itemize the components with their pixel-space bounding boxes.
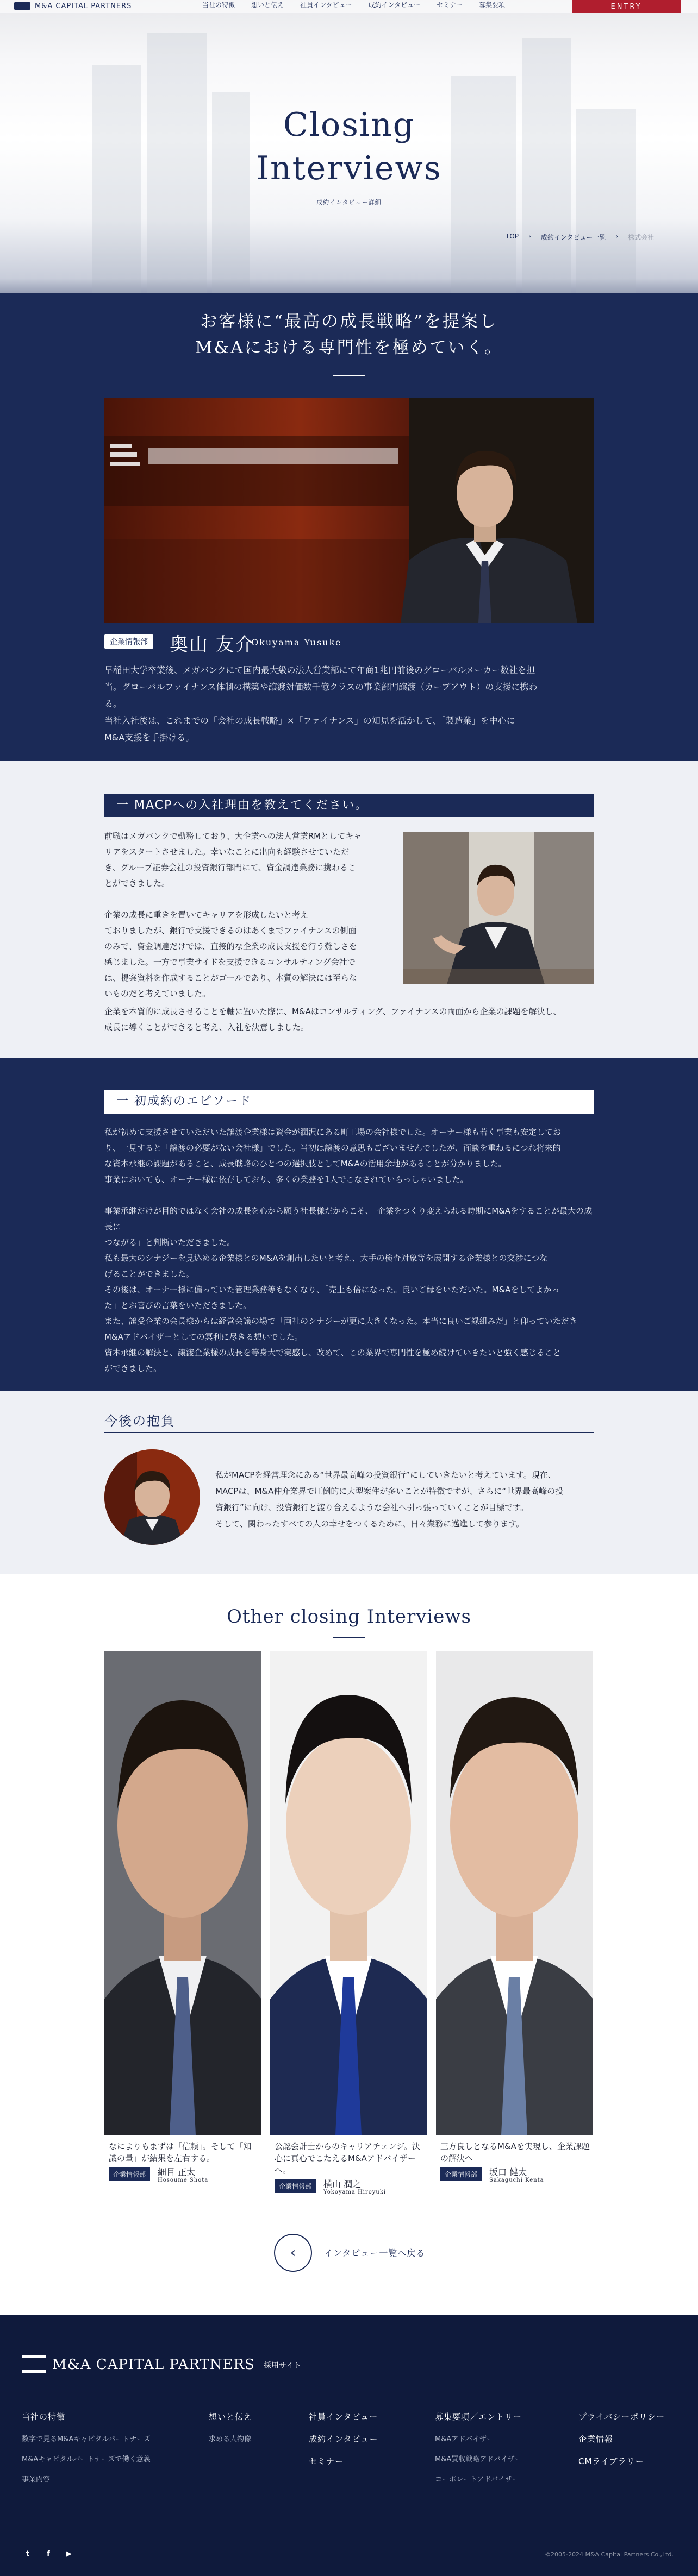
divider xyxy=(333,375,365,376)
card-photo xyxy=(436,1651,593,2135)
footer-logo[interactable] xyxy=(22,2355,301,2373)
breadcrumb-top[interactable]: TOP xyxy=(506,233,519,240)
card-name-roman: Yokoyama Hiroyuki xyxy=(323,2189,387,2195)
footer-logo-sub: 採用サイト xyxy=(263,2361,301,2370)
entry-button[interactable]: ENTRY xyxy=(572,0,681,13)
card-caption: なによりもまずは「信頼」。そして「知識の量」が結果を左右する。 xyxy=(109,2141,252,2163)
card-badge: 企業情報部 xyxy=(109,2167,150,2181)
answer-line: のみで、資金調達だけでは、直接的な企業の成長支援を行う難しさを xyxy=(104,941,357,951)
profile-line: M&A支援を手掛ける。 xyxy=(104,732,195,743)
profile-line: 当社入社後は、これまでの「会社の成長戦略」×「ファイナンス」の知見を活かして、「製造業」を中心に xyxy=(104,715,515,726)
answer-line: MACPは、M&A仲介業界で圧倒的に大型案件が多いことが特徴ですが、さらに“世界最高峰の投 xyxy=(215,1486,564,1496)
footer-link[interactable]: 想いと伝え xyxy=(209,2412,253,2422)
answer-line: は、提案資料を作成することがゴールであり、本質の解決には至らな xyxy=(104,973,357,983)
footer-link[interactable]: 募集要項／エントリー xyxy=(435,2412,522,2422)
interview-card-1[interactable] xyxy=(104,1651,261,2200)
answer-line: き、グループ証券会社の投資銀行部門にて、資金調達業務に携わるこ xyxy=(104,863,356,872)
question-1-conclusion xyxy=(104,1004,594,1035)
answer-line: 企業を本質的に成長させることを軸に置いた際に、M&Aはコンサルティング、ファイナンスの両面から企業の課題を解決し、 xyxy=(104,1007,562,1016)
footer-link[interactable]: 求める人物像 xyxy=(209,2435,252,2443)
page-title-line2: Interviews xyxy=(256,149,442,187)
answer-line: ておりましたが、銀行で支援できるのはあくまでファイナンスの側面 xyxy=(104,926,357,935)
footer-link[interactable]: M&Aアドバイザー xyxy=(435,2435,494,2443)
card-badge: 企業情報部 xyxy=(440,2167,482,2181)
answer-line: リアをスタートさせました。幸いなことに出向も経験させていただ xyxy=(104,847,350,857)
card-name-roman: Hosoume Shota xyxy=(158,2177,209,2183)
chevron-right-icon: › xyxy=(528,233,531,240)
page-subtitle: 成約インタビュー詳細 xyxy=(316,199,382,206)
answer-line: そして、関わったすべての人の幸せをつくるために、日々業務に邁進して参ります。 xyxy=(215,1519,525,1529)
back-to-list-button[interactable] xyxy=(274,2234,312,2272)
question-1-heading: 一 MACPへの入社理由を教えてください。 xyxy=(104,794,594,817)
question-2-heading: 一 初成約のエピソード xyxy=(104,1090,594,1114)
footer-col-message xyxy=(209,2411,252,2453)
person-name-roman: Okuyama Yusuke xyxy=(251,637,342,648)
answer-line: げることができました。 xyxy=(104,1269,195,1279)
interview-photo xyxy=(403,832,594,984)
footer-logo-text: M&A CAPITAL PARTNERS xyxy=(52,2357,255,2373)
card-caption: 公認会計士からのキャリアチェンジ。決心に真心でこたえるM&Aアドバイザーへ。 xyxy=(275,2141,420,2175)
avatar xyxy=(104,1449,200,1545)
footer-link[interactable]: セミナー xyxy=(309,2456,344,2466)
question-3-heading: 今後の抱負 xyxy=(104,1413,175,1429)
question-3-answer xyxy=(215,1467,596,1532)
answer-line: た」とお喜びの言葉をいただきました。 xyxy=(104,1300,252,1310)
answer-line: な資本承継の課題があること、成長戦略のひとつの選択肢としてM&Aの活用余地があることが分かりました。 xyxy=(104,1159,507,1168)
footer-link[interactable]: 社員インタビュー xyxy=(309,2412,378,2422)
profile-line: 早稲田大学卒業後、メガバンクにて国内最大級の法人営業部にて年商1兆円前後のグローバルメーカー数社を担 xyxy=(104,665,535,675)
card-name: 坂口 健太 xyxy=(489,2167,527,2177)
footer-col-requirements xyxy=(435,2411,522,2493)
answer-line: いものだと考えていました。 xyxy=(104,989,211,998)
footer-link[interactable]: CMライブラリー xyxy=(578,2456,644,2466)
divider xyxy=(333,1637,365,1638)
breadcrumb-current: 株式会社 xyxy=(628,234,655,241)
card-photo xyxy=(104,1651,261,2135)
social-links xyxy=(22,2548,75,2560)
answer-line: その後は、オーナー様に偏っていた管理業務等もなくなり、「売上も倍になった。良いご縁をいただいた。M&Aをしてよかっ xyxy=(104,1285,560,1295)
nav-item-employee-interviews[interactable]: 社員インタビュー xyxy=(300,1,352,9)
divider xyxy=(104,1432,594,1433)
nav-item-message[interactable]: 想いと伝え xyxy=(251,1,284,9)
answer-line: M&Aアドバイザーとしての冥利に尽きる想いでした。 xyxy=(104,1332,303,1342)
twitter-icon[interactable]: t xyxy=(26,2549,30,2558)
profile-line: る。 xyxy=(104,699,122,709)
answer-line: 前職はメガバンクで勤務しており、大企業への法人営業RMとしてキャ xyxy=(104,831,362,841)
card-caption: 三方良しとなるM&Aを実現し、企業課題の解決へ xyxy=(440,2141,590,2163)
nav-item-features[interactable]: 当社の特徴 xyxy=(202,1,235,9)
youtube-icon[interactable]: ▶ xyxy=(66,2549,72,2558)
chevron-right-icon: › xyxy=(615,233,619,240)
footer-col-interviews xyxy=(309,2411,378,2478)
logo-mark-icon xyxy=(22,2355,46,2373)
department-badge: 企業情報部 xyxy=(104,634,153,649)
nav-item-closing-interviews[interactable]: 成約インタビュー xyxy=(368,1,421,9)
nav-item-seminar[interactable]: セミナー xyxy=(437,1,463,9)
profile-line: 当。グローバルファイナンス体制の構築や譲渡対価数千億クラスの事業部門譲渡（カーブアウト）の支援に携わ xyxy=(104,682,538,692)
footer-col-features xyxy=(22,2411,151,2493)
breadcrumb xyxy=(506,233,654,242)
page-title xyxy=(0,103,698,190)
footer-link[interactable]: 企業情報 xyxy=(578,2434,614,2444)
answer-line: 成長に導くことができると考え、入社を決意しました。 xyxy=(104,1022,309,1032)
footer-link[interactable]: 当社の特徴 xyxy=(22,2412,66,2422)
lead-heading xyxy=(0,309,698,361)
nav-item-requirements[interactable]: 募集要項 xyxy=(479,1,506,9)
breadcrumb-list[interactable]: 成約インタビュー一覧 xyxy=(540,234,606,241)
back-to-list-link[interactable]: インタビュー一覧へ戻る xyxy=(324,2248,426,2258)
logo-mark-icon xyxy=(14,2,30,10)
interview-card-3[interactable] xyxy=(436,1651,593,2200)
card-name: 細目 正太 xyxy=(158,2167,196,2177)
footer-link[interactable]: M&A買収戦略アドバイザー xyxy=(435,2455,522,2464)
facebook-icon[interactable]: f xyxy=(47,2549,50,2558)
question-1-answer xyxy=(104,828,389,1002)
answer-line: ができました。 xyxy=(104,1364,162,1373)
lead-line1: お客様に“最高の成長戦略”を提案し xyxy=(200,312,498,331)
answer-line: また、譲受企業の会長様からは経営会議の場で「両社のシナジーが更に大きくなった。本当に良いご縁組みだ」と仰っていただき xyxy=(104,1316,577,1326)
footer-col-external xyxy=(578,2411,665,2478)
person-name: 奥山 友介 xyxy=(170,634,255,656)
answer-line: り、一見すると「譲渡の必要がない会社様」でした。当初は譲渡の意思もございませんでしたが、面談を重ねるにつれ将来的 xyxy=(104,1143,561,1153)
question-2-answer xyxy=(104,1124,594,1377)
person-photo xyxy=(104,398,594,623)
footer-link[interactable]: M&Aキャピタルパートナーズで働く意義 xyxy=(22,2455,151,2464)
answer-line: 私がMACPを経営理念にある“世界最高峰の投資銀行”にしていきたいと考えています。現在、 xyxy=(215,1470,556,1480)
answer-line: 事業においても、オーナー様に依存しており、多くの業務を1人でこなされていらっしゃいました。 xyxy=(104,1174,469,1184)
card-name-roman: Sakaguchi Kenta xyxy=(489,2177,544,2183)
answer-line: 事業承継だけが目的ではなく会社の成長を心から願う社長様だからこそ、「企業をつくり変えられる時期にM&Aをすることが最大の成長に xyxy=(104,1206,593,1232)
logo-text: M&A CAPITAL PARTNERS xyxy=(35,2,132,10)
answer-line: 資銀行”に向け、投資銀行と渡り合えるような会社へ引っ張っていくことが目標です。 xyxy=(215,1503,528,1512)
page-title-line1: Closing xyxy=(283,106,415,144)
person-profile xyxy=(104,662,594,746)
footer-link[interactable]: プライバシーポリシー xyxy=(578,2412,665,2422)
card-name: 横山 潤之 xyxy=(323,2179,362,2189)
answer-line: 私も最大のシナジーを見込める企業様とのM&Aを創出したいと考え、大手の検査対象等を展開する企業様との交渉につな xyxy=(104,1253,548,1263)
answer-line: つながる」と判断いただきました。 xyxy=(104,1237,235,1247)
other-interviews-title: Other closing Interviews xyxy=(227,1606,471,1628)
site-logo[interactable] xyxy=(14,0,132,12)
global-nav xyxy=(202,0,505,12)
card-badge: 企業情報部 xyxy=(275,2179,316,2193)
answer-line: 感じました。一方で事業サイドを支援できるコンサルティング会社で xyxy=(104,957,356,967)
answer-line: 私が初めて支援させていただいた譲渡企業様は資金が潤沢にある町工場の会社様でした。オーナー様も若く事業も安定してお xyxy=(104,1127,562,1137)
footer-link[interactable]: コーポレートアドバイザー xyxy=(435,2476,520,2484)
interview-card-2[interactable] xyxy=(270,1651,427,2200)
answer-line: 企業の成長に重きを置いてキャリアを形成したいと考え xyxy=(104,910,309,920)
footer-link[interactable]: 数字で見るM&Aキャピタルパートナーズ xyxy=(22,2435,151,2443)
card-photo xyxy=(270,1651,427,2135)
copyright: ©2005-2024 M&A Capital Partners Co.,Ltd. xyxy=(545,2551,674,2558)
answer-line: 資本承継の解決と、譲渡企業様の成長を等身大で実感し、改めて、この業界で専門性を極め続けていきたいと強く感じること xyxy=(104,1348,561,1358)
footer-link[interactable]: 成約インタビュー xyxy=(309,2434,378,2444)
footer-link[interactable]: 事業内容 xyxy=(22,2476,51,2484)
lead-line2: M&Aにおける専門性を極めていく。 xyxy=(195,338,503,357)
answer-line: とができました。 xyxy=(104,878,170,888)
chevron-left-icon: ‹ xyxy=(290,2245,296,2261)
